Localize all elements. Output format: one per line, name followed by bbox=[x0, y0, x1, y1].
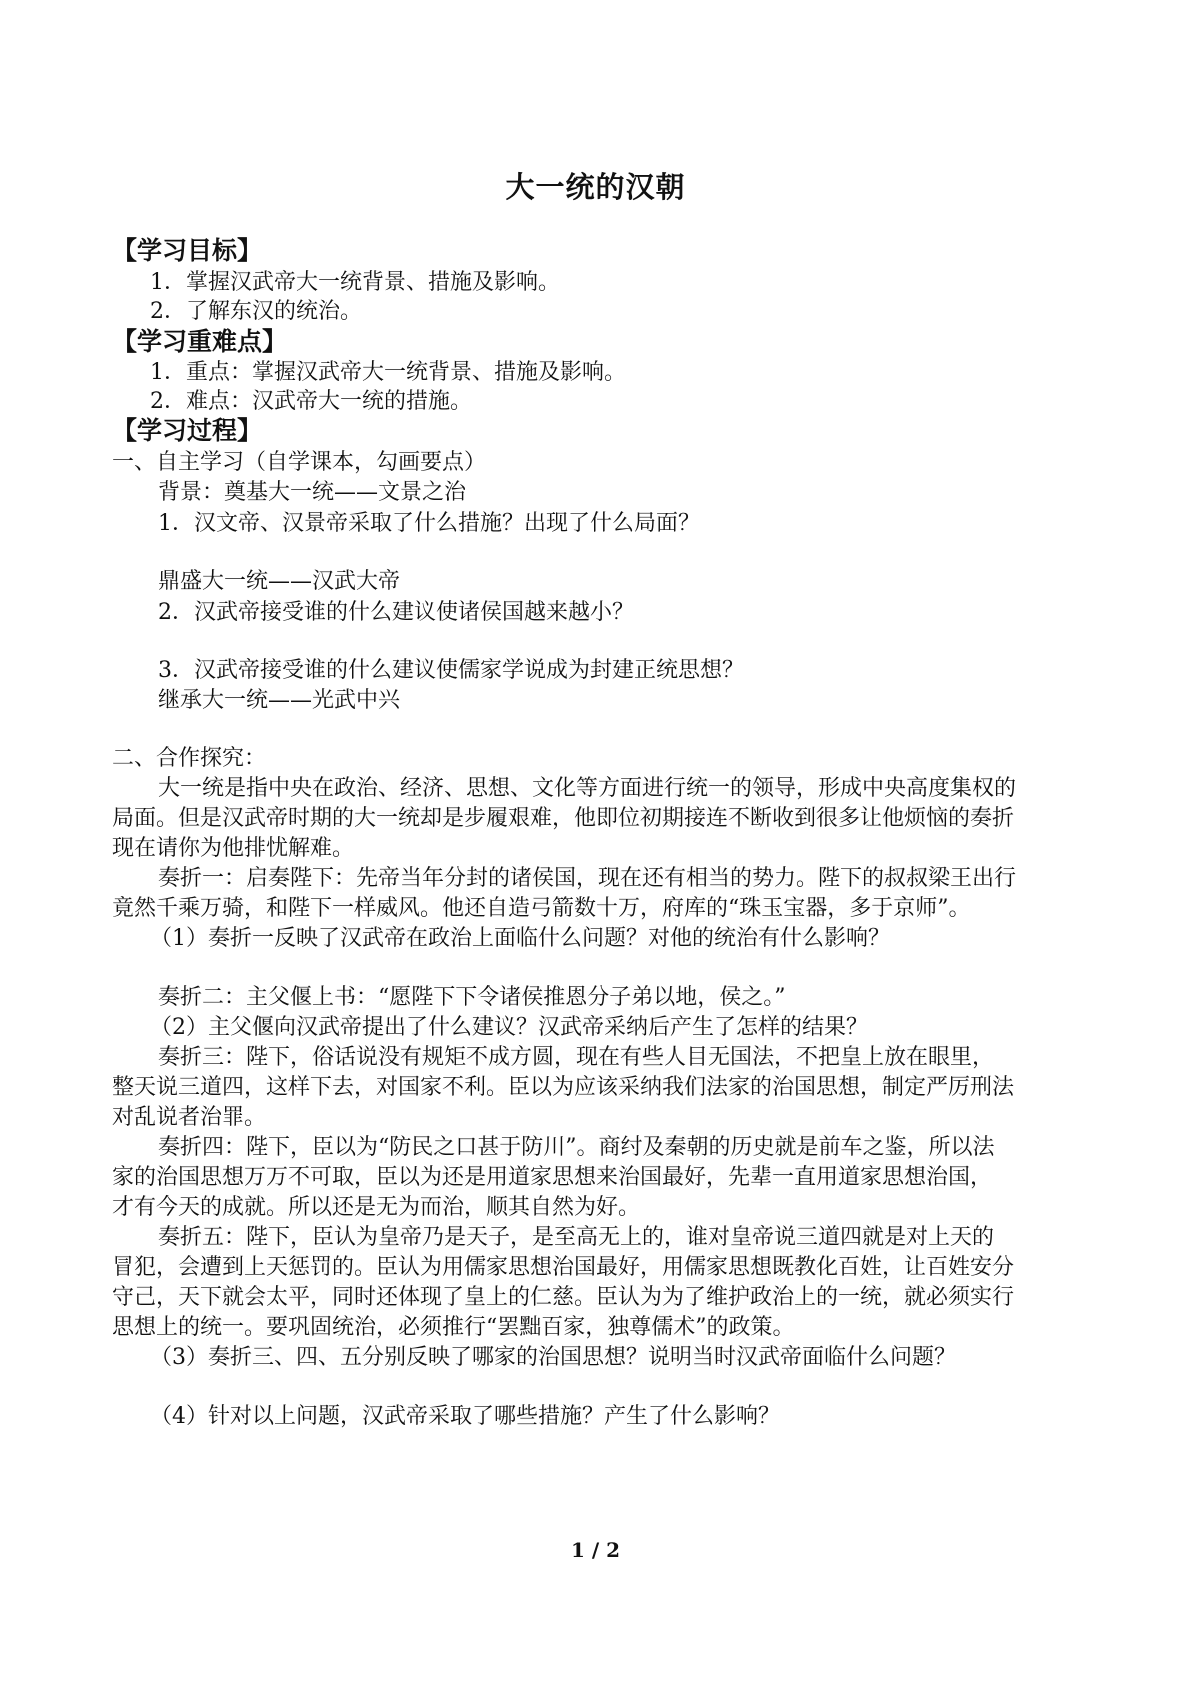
objectives-heading: 【学习目标】 bbox=[112, 236, 263, 265]
objective-item: 2．了解东汉的统治。 bbox=[150, 299, 362, 324]
memo4-line: 才有今天的成就。所以还是无为而治，顺其自然为好。 bbox=[112, 1195, 641, 1220]
memo5-line: 冒犯，会遭到上天惩罚的。臣认为用儒家思想治国最好，用儒家思想既教化百姓，让百姓安分 bbox=[112, 1255, 1015, 1280]
key-point-item: 1．重点：掌握汉武帝大一统背景、措施及影响。 bbox=[150, 360, 626, 385]
memo1-line: 竟然千乘万骑，和陛下一样威风。他还自造弓箭数十万，府库的“珠玉宝器，多于京师”。 bbox=[112, 896, 971, 921]
memo3-line: 整天说三道四，这样下去，对国家不利。臣以为应该采纳我们法家的治国思想，制定严厉刑法 bbox=[112, 1075, 1015, 1100]
memo2-line: 奏折二：主父偃上书：“愿陛下下令诸侯推恩分子弟以地，侯之。” bbox=[158, 985, 786, 1010]
question-3: （3）奏折三、四、五分别反映了哪家的治国思想？说明当时汉武帝面临什么问题？ bbox=[150, 1345, 956, 1370]
memo3-line: 奏折三：陛下，俗话说没有规矩不成方圆，现在有些人目无国法，不把皇上放在眼里， bbox=[158, 1045, 995, 1070]
memo5-line: 守己，天下就会太平，同时还体现了皇上的仁慈。臣认为为了维护政治上的一统，就必须实行 bbox=[112, 1285, 1015, 1310]
memo5-line: 思想上的统一。要巩固统治，必须推行“罢黜百家，独尊儒术”的政策。 bbox=[112, 1315, 795, 1340]
memo1-line: 奏折一：启奏陛下：先帝当年分封的诸侯国，现在还有相当的势力。陛下的叔叔梁王出行 bbox=[158, 866, 1017, 891]
section2-title: 二、合作探究： bbox=[112, 746, 267, 771]
memo4-line: 奏折四：陛下，臣以为“防民之口甚于防川”。商纣及秦朝的历史就是前车之鉴，所以法 bbox=[158, 1135, 995, 1160]
memo5-line: 奏折五：陛下，臣认为皇帝乃是天子，是至高无上的，谁对皇帝说三道四就是对上天的 bbox=[158, 1225, 995, 1250]
section1-line: 继承大一统——光武中兴 bbox=[158, 688, 401, 713]
section1-question: 2．汉武帝接受谁的什么建议使诸侯国越来越小？ bbox=[158, 600, 634, 625]
key-points-heading: 【学习重难点】 bbox=[112, 327, 288, 356]
page-number: 1 / 2 bbox=[570, 1538, 621, 1562]
question-4: （4）针对以上问题，汉武帝采取了哪些措施？产生了什么影响？ bbox=[150, 1404, 780, 1429]
question-1: （1）奏折一反映了汉武帝在政治上面临什么问题？对他的统治有什么影响？ bbox=[150, 926, 890, 951]
document-title: 大一统的汉朝 bbox=[505, 170, 686, 204]
memo3-line: 对乱说者治罪。 bbox=[112, 1105, 267, 1130]
memo4-line: 家的治国思想万万不可取，臣以为还是用道家思想来治国最好，先辈一直用道家思想治国， bbox=[112, 1165, 993, 1190]
intro-line: 大一统是指中央在政治、经济、思想、文化等方面进行统一的领导，形成中央高度集权的 bbox=[158, 776, 1017, 801]
objective-item: 1．掌握汉武帝大一统背景、措施及影响。 bbox=[150, 270, 560, 295]
intro-line: 局面。但是汉武帝时期的大一统却是步履艰难，他即位初期接连不断收到很多让他烦恼的奏折 bbox=[112, 806, 1015, 831]
question-2: （2）主父偃向汉武帝提出了什么建议？汉武帝采纳后产生了怎样的结果？ bbox=[150, 1015, 868, 1040]
section1-line: 背景：奠基大一统——文景之治 bbox=[158, 480, 467, 505]
key-point-item: 2．难点：汉武帝大一统的措施。 bbox=[150, 389, 472, 414]
section1-title: 一、自主学习（自学课本，勾画要点） bbox=[112, 450, 487, 475]
section1-question: 1．汉文帝、汉景帝采取了什么措施？出现了什么局面？ bbox=[158, 511, 700, 536]
section1-line: 鼎盛大一统——汉武大帝 bbox=[158, 569, 401, 594]
section1-question: 3．汉武帝接受谁的什么建议使儒家学说成为封建正统思想？ bbox=[158, 658, 744, 683]
intro-line: 现在请你为他排忧解难。 bbox=[112, 836, 355, 861]
process-heading: 【学习过程】 bbox=[112, 416, 263, 445]
